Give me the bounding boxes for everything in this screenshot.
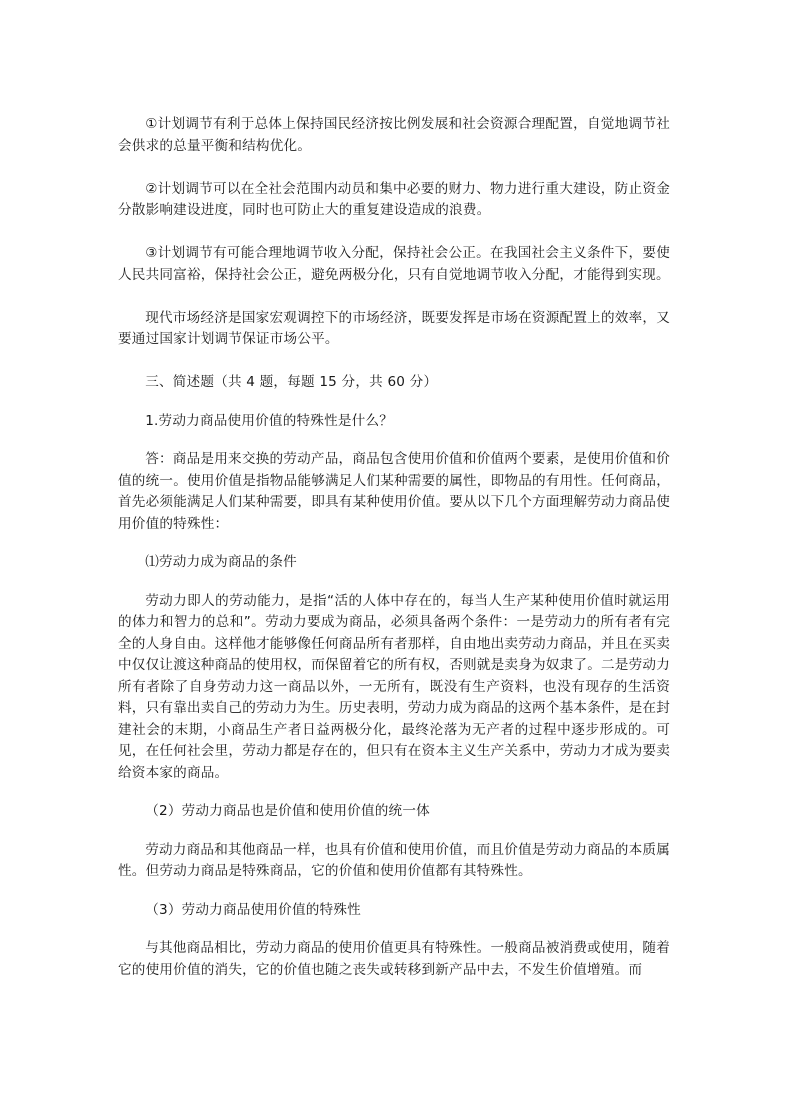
- document-page: [118, 114, 670, 981]
- subsection-1-title: ⑴劳动力成为商品的条件: [145, 554, 297, 570]
- paragraph-market-economy: 现代市场经济是国家宏观调控下的市场经济，既要发挥是市场在资源配置上的效率，又要通过国家计划调节保证市场公平。: [118, 309, 670, 347]
- subsection-2-title: （2）劳动力商品也是价值和使用价值的统一体: [145, 803, 430, 819]
- paragraph-planning-2: ②计划调节可以在全社会范围内动员和集中必要的财力、物力进行重大建设，防止资金分散影响建设进度，同时也可防止大的重复建设造成的浪费。: [118, 180, 670, 218]
- answer-intro: 答：商品是用来交换的劳动产品，商品包含使用价值和价值两个要素，是使用价值和价值的统一。使用价值是指物品能够满足人们某种需要的属性，即物品的有用性。任何商品，首先必须能满足人们某种需要，即具有某种使用价值。要从以下几个方面理解劳动力商品使用价值的特殊性：: [118, 451, 670, 532]
- subsection-3-body: 与其他商品相比，劳动力商品的使用价值更具有特殊性。一般商品被消费或使用，随着它的使用价值的消失，它的价值也随之丧失或转移到新产品中去，不发生价值增殖。而: [118, 940, 670, 978]
- paragraph-planning-3: ③计划调节有可能合理地调节收入分配，保持社会公正。在我国社会主义条件下，要使人民共同富裕，保持社会公正，避免两极分化，只有自觉地调节收入分配，才能得到实现。: [118, 245, 670, 283]
- subsection-3-title: （3）劳动力商品使用价值的特殊性: [145, 901, 361, 918]
- paragraph-planning-1: ①计划调节有利于总体上保持国民经济按比例发展和社会资源合理配置，自觉地调节社会供求的总量平衡和结构优化。: [118, 116, 670, 154]
- subsection-2-body: 劳动力商品和其他商品一样，也具有价值和使用价值，而且价值是劳动力商品的本质属性。但劳动力商品是特殊商品，它的价值和使用价值都有其特殊性。: [118, 841, 670, 879]
- section-title: 三、简述题（共 4 题，每题 15 分，共 60 分）: [145, 374, 438, 390]
- subsection-1-body: 劳动力即人的劳动能力，是指“活的人体中存在的，每当人生产某种使用价值时就运用的体力和智力的总和”。劳动力要成为商品，必须具备两个条件：一是劳动力的所有者有完全的人身自由。这样他才能够像任何商品所有者那样，自由地出卖劳动力商品，并且在买卖中仅仅让渡这种商品的使用权，而保留着它的所有权，否则就是卖身为奴隶了。二是劳动力所有者除了自身劳动力这一商品以外，一无所有，既没有生产资料，也没有现存的生活资料，只有靠出卖自己的劳动力为生。历史表明，劳动力成为商品的这两个基本条件，是在封建社会的末期，小商品生产者日益两极分化，最终沦落为无产者的过程中逐步形成的。可见，在任何社会里，劳动力都是存在的，但只有在资本主义生产关系中，劳动力才成为要卖给资本家的商品。: [118, 592, 670, 781]
- question-1-title: 1.劳动力商品使用价值的特殊性是什么？: [145, 412, 394, 429]
